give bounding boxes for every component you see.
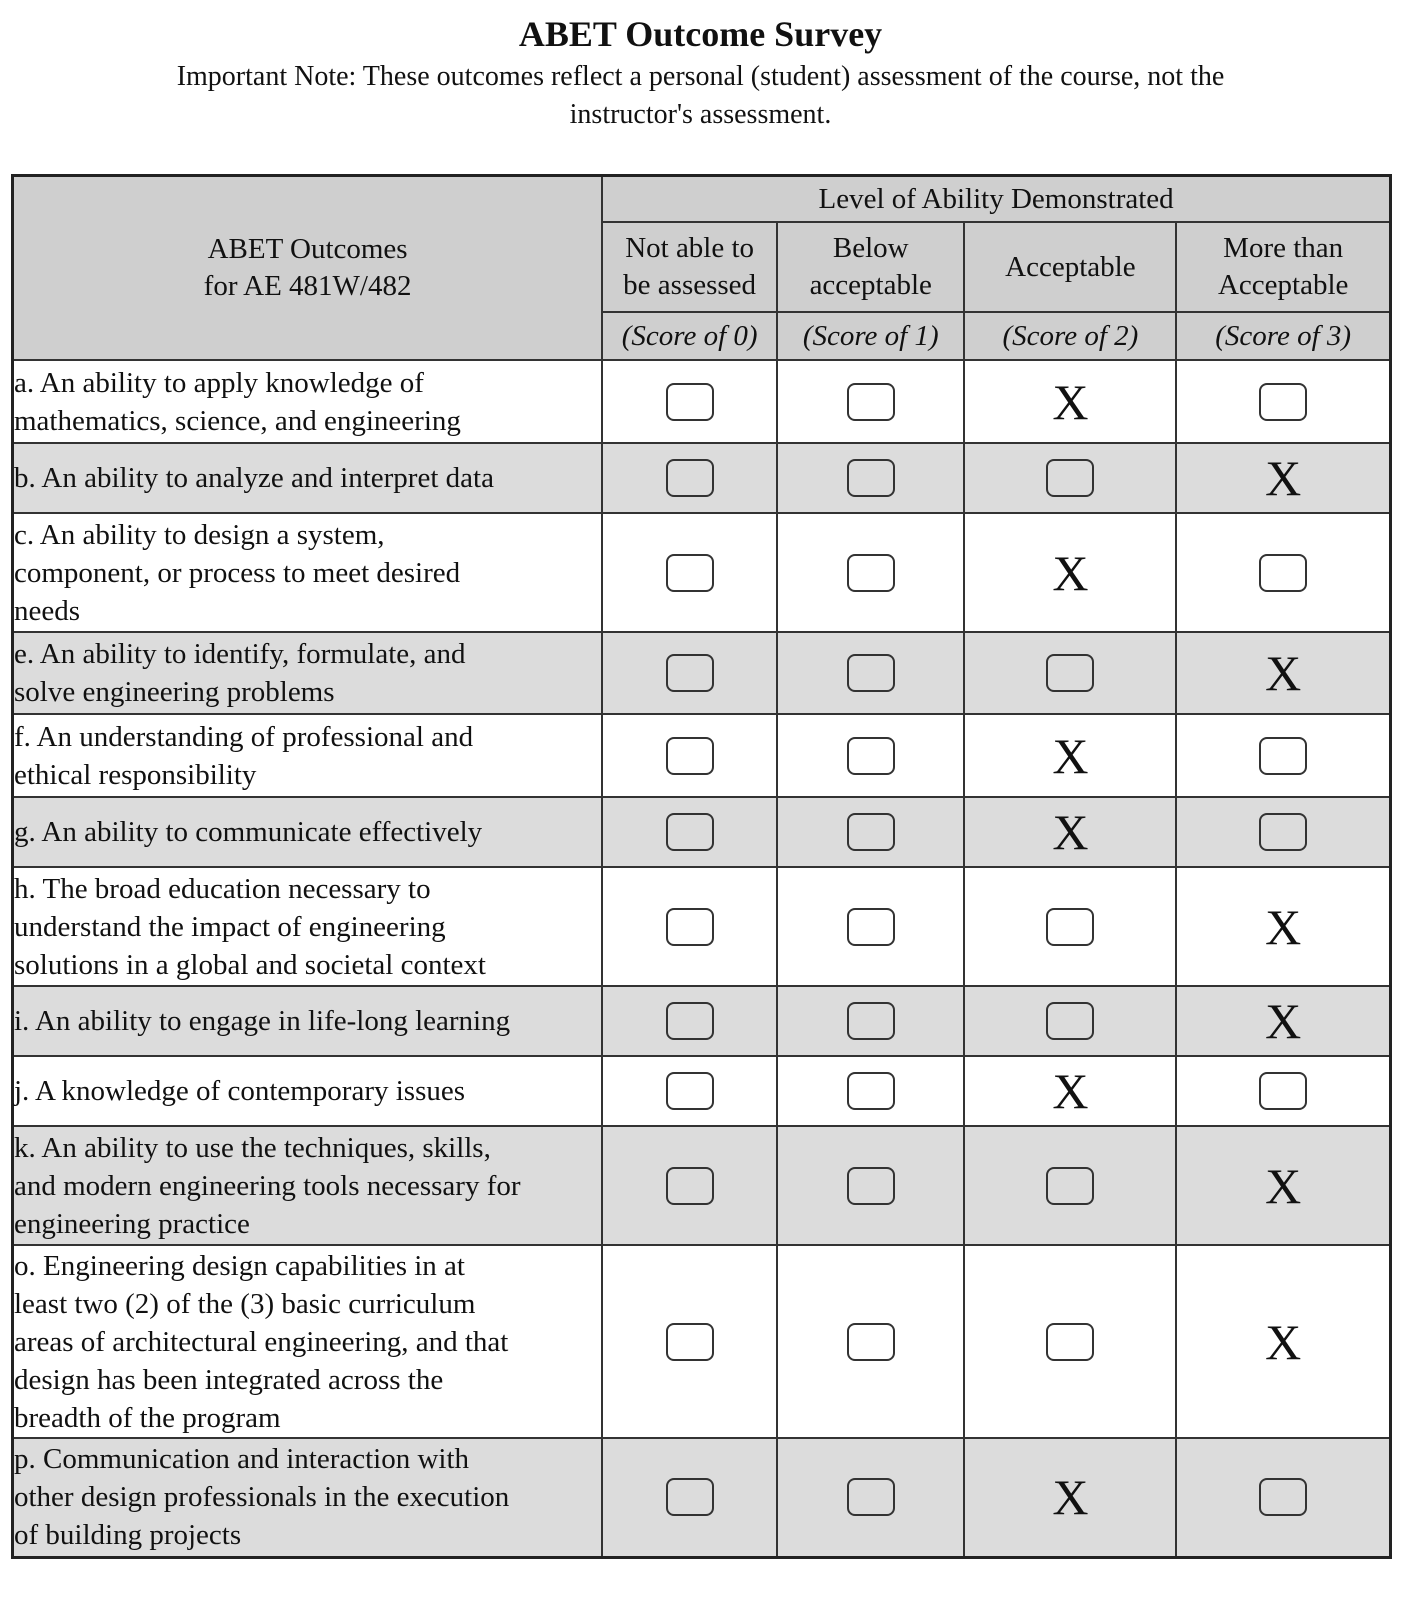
empty-checkbox[interactable]	[666, 459, 714, 497]
rating-cell[interactable]	[777, 632, 964, 714]
rating-cell[interactable]	[777, 1438, 964, 1557]
rating-cell[interactable]	[1176, 1056, 1390, 1126]
rating-cell[interactable]	[964, 1438, 1176, 1557]
outcome-line: breadth of the program	[14, 1401, 281, 1434]
x-mark-icon[interactable]: X	[1052, 544, 1089, 601]
empty-checkbox[interactable]	[1259, 383, 1307, 421]
outcome-line: understand the impact of engineering	[14, 910, 446, 943]
rating-cell[interactable]	[964, 986, 1176, 1056]
rating-cell[interactable]	[777, 986, 964, 1056]
empty-checkbox[interactable]	[1259, 813, 1307, 851]
empty-checkbox[interactable]	[847, 813, 895, 851]
note-line-1: Important Note: These outcomes reflect a personal (student) assessment of the course, not the	[176, 61, 1225, 92]
column-header-line-2: Acceptable	[1217, 269, 1349, 301]
outcome-text	[13, 714, 603, 797]
rating-cell[interactable]	[602, 513, 777, 632]
column-header-line-1: More than	[1223, 232, 1344, 264]
outcome-line: ethical responsibility	[14, 758, 257, 791]
empty-checkbox[interactable]	[1046, 654, 1094, 692]
empty-checkbox[interactable]	[847, 1002, 895, 1040]
rating-cell[interactable]	[602, 443, 777, 513]
outcome-line: i. An ability to engage in life-long learning	[14, 1005, 511, 1037]
outcome-line: c. An ability to design a system,	[14, 518, 385, 551]
outcome-text	[13, 1126, 603, 1245]
score-label-3: (Score of 3)	[1176, 312, 1390, 360]
rating-cell[interactable]	[602, 986, 777, 1056]
table-row	[13, 1245, 1391, 1438]
outcome-line: g. An ability to communicate effectively	[14, 816, 483, 848]
empty-checkbox[interactable]	[847, 1072, 895, 1110]
table-row	[13, 797, 1391, 867]
outcome-line: f. An understanding of professional and	[14, 720, 474, 753]
rating-cell[interactable]	[1176, 1126, 1390, 1245]
outcomes-column-header	[13, 176, 603, 361]
empty-checkbox[interactable]	[847, 1167, 895, 1205]
outcome-line: and modern engineering tools necessary for	[14, 1169, 521, 1202]
x-mark-icon[interactable]: X	[1265, 1157, 1302, 1214]
outcomes-header-line-1: ABET Outcomes	[207, 233, 408, 265]
rating-cell[interactable]	[777, 1056, 964, 1126]
table-row	[13, 360, 1391, 443]
table-row	[13, 443, 1391, 513]
empty-checkbox[interactable]	[1259, 554, 1307, 592]
rating-cell[interactable]	[777, 867, 964, 986]
table-row	[13, 1056, 1391, 1126]
outcome-line: o. Engineering design capabilities in at	[14, 1249, 465, 1282]
outcome-text	[13, 867, 603, 986]
empty-checkbox[interactable]	[1046, 1323, 1094, 1361]
score-label-2: (Score of 2)	[964, 312, 1176, 360]
x-mark-icon[interactable]: X	[1265, 645, 1302, 701]
rating-cell[interactable]	[602, 1438, 777, 1557]
empty-checkbox[interactable]	[1046, 1167, 1094, 1205]
score-label-0: (Score of 0)	[602, 312, 777, 360]
outcome-line: of building projects	[14, 1519, 242, 1552]
empty-checkbox[interactable]	[847, 1478, 895, 1516]
outcome-line: design has been integrated across the	[14, 1363, 444, 1396]
outcome-line: least two (2) of the (3) basic curriculum	[14, 1287, 476, 1320]
rating-cell[interactable]	[602, 632, 777, 714]
outcome-line: mathematics, science, and engineering	[14, 404, 461, 437]
outcome-line: b. An ability to analyze and interpret data	[14, 462, 494, 494]
rating-cell[interactable]	[964, 1126, 1176, 1245]
outcome-text	[13, 360, 603, 443]
column-header-line-1: Below	[832, 232, 909, 264]
rating-cell[interactable]	[964, 797, 1176, 867]
outcome-line: component, or process to meet desired	[14, 556, 461, 589]
outcome-line: other design professionals in the execution	[14, 1481, 510, 1514]
outcome-survey-table	[11, 174, 1392, 1559]
outcome-line: j. A knowledge of contemporary issues	[14, 1075, 466, 1107]
column-header-line-1: Acceptable	[1005, 250, 1136, 283]
outcome-line: e. An ability to identify, formulate, and	[14, 638, 466, 670]
rating-cell[interactable]	[1176, 1245, 1390, 1438]
rating-cell[interactable]	[602, 360, 777, 443]
empty-checkbox[interactable]	[666, 737, 714, 775]
empty-checkbox[interactable]	[666, 813, 714, 851]
table-row	[13, 1126, 1391, 1245]
outcome-line: p. Communication and interaction with	[14, 1443, 470, 1476]
table-row	[13, 714, 1391, 797]
outcome-text	[13, 1056, 603, 1126]
empty-checkbox[interactable]	[666, 1072, 714, 1110]
rating-cell[interactable]	[1176, 513, 1390, 632]
x-mark-icon[interactable]: X	[1265, 1313, 1302, 1370]
empty-checkbox[interactable]	[666, 908, 714, 946]
empty-checkbox[interactable]	[666, 654, 714, 692]
empty-checkbox[interactable]	[666, 1478, 714, 1516]
outcomes-header-line-2: for AE 481W/482	[203, 270, 412, 302]
empty-checkbox[interactable]	[666, 1002, 714, 1040]
score-label-1: (Score of 1)	[777, 312, 964, 360]
rating-cell[interactable]	[602, 797, 777, 867]
rating-cell[interactable]	[777, 1126, 964, 1245]
x-mark-icon[interactable]: X	[1052, 804, 1089, 860]
table-row	[13, 986, 1391, 1056]
empty-checkbox[interactable]	[666, 554, 714, 592]
rating-cell[interactable]	[777, 443, 964, 513]
outcome-line: a. An ability to apply knowledge of	[14, 366, 424, 399]
empty-checkbox[interactable]	[1046, 459, 1094, 497]
empty-checkbox[interactable]	[1046, 1002, 1094, 1040]
empty-checkbox[interactable]	[666, 1167, 714, 1205]
empty-checkbox[interactable]	[847, 554, 895, 592]
empty-checkbox[interactable]	[847, 1323, 895, 1361]
rating-cell[interactable]	[1176, 360, 1390, 443]
outcome-line: h. The broad education necessary to	[14, 872, 431, 905]
empty-checkbox[interactable]	[1259, 1072, 1307, 1110]
rating-cell[interactable]	[1176, 632, 1390, 714]
empty-checkbox[interactable]	[847, 459, 895, 497]
empty-checkbox[interactable]	[847, 654, 895, 692]
outcome-text	[13, 1245, 603, 1438]
column-header-not-able	[602, 222, 777, 312]
rating-cell[interactable]	[777, 1245, 964, 1438]
empty-checkbox[interactable]	[666, 1323, 714, 1361]
empty-checkbox[interactable]	[847, 383, 895, 421]
rating-cell[interactable]	[964, 714, 1176, 797]
outcome-text	[13, 1438, 603, 1557]
outcome-text	[13, 797, 603, 867]
x-mark-icon[interactable]: X	[1052, 1469, 1089, 1526]
rating-cell[interactable]	[1176, 714, 1390, 797]
column-header-below	[777, 222, 964, 312]
x-mark-icon[interactable]: X	[1265, 898, 1302, 955]
rating-cell[interactable]	[964, 1056, 1176, 1126]
column-header-acceptable	[964, 222, 1176, 312]
rating-cell[interactable]	[1176, 443, 1390, 513]
x-mark-icon[interactable]: X	[1052, 373, 1089, 430]
rating-cell[interactable]	[777, 360, 964, 443]
rating-cell[interactable]	[1176, 797, 1390, 867]
outcome-line: needs	[14, 594, 81, 627]
x-mark-icon[interactable]: X	[1265, 993, 1302, 1049]
outcome-line: solve engineering problems	[14, 676, 335, 708]
empty-checkbox[interactable]	[1046, 908, 1094, 946]
rating-cell[interactable]	[1176, 1438, 1390, 1557]
column-header-more-than	[1176, 222, 1390, 312]
page-title: ABET Outcome Survey	[518, 14, 883, 54]
rating-cell[interactable]	[777, 797, 964, 867]
outcome-line: engineering practice	[14, 1207, 250, 1240]
rating-cell[interactable]	[777, 513, 964, 632]
x-mark-icon[interactable]: X	[1052, 1063, 1089, 1119]
empty-checkbox[interactable]	[847, 908, 895, 946]
x-mark-icon[interactable]: X	[1052, 727, 1089, 784]
empty-checkbox[interactable]	[1259, 737, 1307, 775]
rating-cell[interactable]	[602, 1245, 777, 1438]
rating-cell[interactable]	[1176, 867, 1390, 986]
rating-cell[interactable]	[602, 1056, 777, 1126]
table-row	[13, 513, 1391, 632]
level-of-ability-header: Level of Ability Demonstrated	[602, 176, 1390, 223]
outcome-text	[13, 986, 603, 1056]
outcome-line: areas of architectural engineering, and that	[14, 1325, 509, 1358]
outcome-rows	[13, 360, 1391, 1557]
outcome-line: solutions in a global and societal context	[14, 948, 486, 981]
rating-cell[interactable]	[1176, 986, 1390, 1056]
empty-checkbox[interactable]	[1259, 1478, 1307, 1516]
table-row	[13, 1438, 1391, 1557]
rating-cell[interactable]	[964, 513, 1176, 632]
rating-cell[interactable]	[964, 632, 1176, 714]
outcome-text	[13, 632, 603, 714]
outcome-text	[13, 513, 603, 632]
rating-cell[interactable]	[964, 443, 1176, 513]
table-row	[13, 632, 1391, 714]
rating-cell[interactable]	[602, 1126, 777, 1245]
rating-cell[interactable]	[964, 867, 1176, 986]
column-header-line-2: acceptable	[809, 269, 932, 301]
outcome-text	[13, 443, 603, 513]
rating-cell[interactable]	[777, 714, 964, 797]
outcome-line: k. An ability to use the techniques, skills,	[14, 1131, 491, 1164]
table-row	[13, 867, 1391, 986]
rating-cell[interactable]	[602, 867, 777, 986]
column-header-line-2: be assessed	[623, 269, 757, 301]
important-note	[40, 58, 1361, 134]
rating-cell[interactable]	[964, 1245, 1176, 1438]
empty-checkbox[interactable]	[666, 383, 714, 421]
column-header-line-1: Not able to	[625, 232, 755, 264]
x-mark-icon[interactable]: X	[1265, 450, 1302, 506]
rating-cell[interactable]	[964, 360, 1176, 443]
empty-checkbox[interactable]	[847, 737, 895, 775]
rating-cell[interactable]	[602, 714, 777, 797]
note-line-2: instructor's assessment.	[569, 99, 832, 130]
